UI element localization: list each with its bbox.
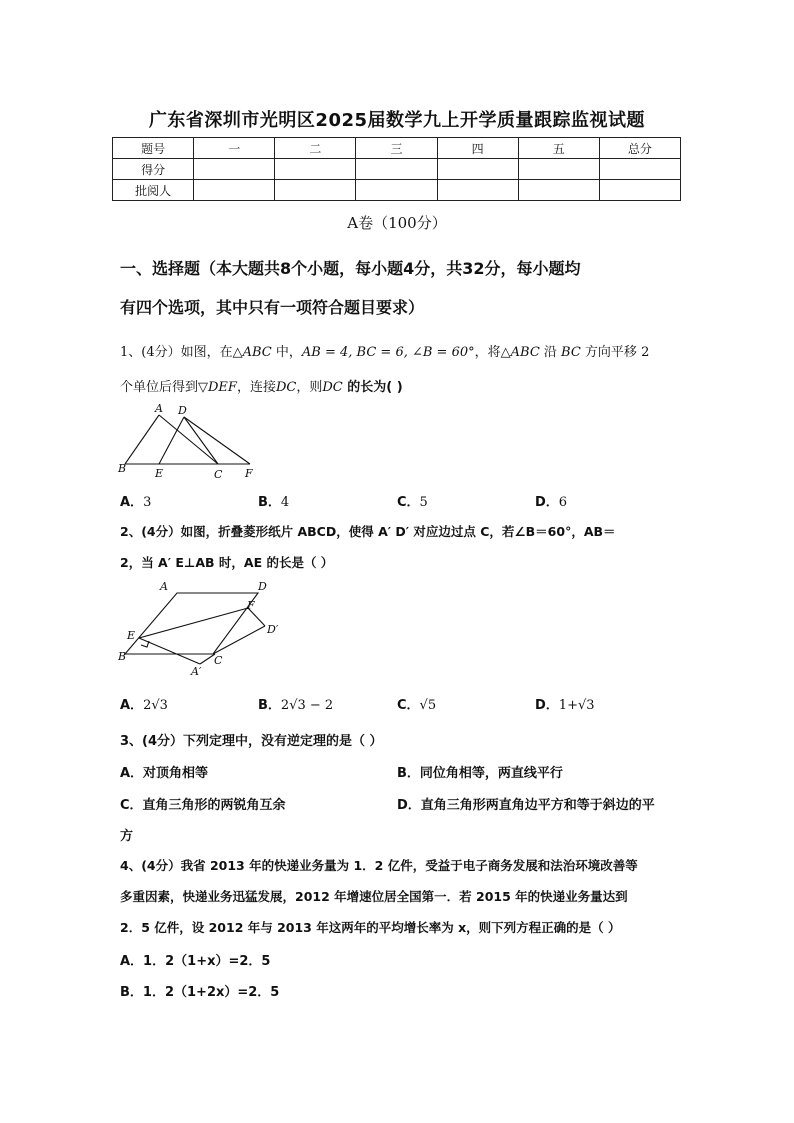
score-header-cell: 一 (194, 138, 275, 159)
q2-option-a-value: 2√3 (143, 698, 168, 713)
q1-label-d: D (178, 404, 187, 417)
q1-triangle: △ABC (232, 345, 272, 360)
score-table (112, 137, 681, 201)
q1-two: 2 (641, 345, 650, 360)
q2-label-a-prime: A′ (191, 665, 202, 678)
q1-line2-b: ，连接 (236, 380, 276, 395)
q1-label-b: B (118, 462, 127, 475)
q3-option-d[interactable]: D．直角三角形两直角边平方和等于斜边的平 (397, 798, 655, 813)
score-header-cell: 题号 (113, 138, 194, 159)
q3-option-c[interactable]: C．直角三角形的两锐角互余 (120, 798, 286, 813)
q1-mid3: 沿 (539, 345, 562, 360)
score-cell (437, 159, 518, 180)
q2-segment-a2c (200, 654, 215, 664)
q1-segment-df (184, 417, 250, 464)
q4-stem-line2: 多重因素，快递业务迅猛发展，2012 年增速位居全国第一．若 2015 年的快递业务量达到 (120, 889, 628, 904)
q2-option-d-letter: D． (535, 698, 559, 713)
q1-option-c-letter: C． (397, 495, 420, 510)
q2-label-d-prime: D′ (267, 623, 279, 636)
score-cell (275, 159, 356, 180)
q2-option-c-value: √5 (419, 698, 437, 713)
q2-option-c-letter: C． (397, 698, 420, 713)
q1-line2-a: 个单位后得到 (120, 380, 199, 395)
q1-mid1: 中， (271, 345, 302, 360)
q1-label-a: A (155, 402, 163, 415)
q3-stem: 3、(4分）下列定理中，没有逆定理的是（ ） (120, 734, 383, 749)
q1-stem-line1 (120, 341, 649, 360)
section-heading-line2: 有四个选项，其中只有一项符合题目要求） (120, 298, 425, 317)
q2-label-a: A (160, 580, 168, 593)
q1-def: ▽DEF (198, 380, 237, 395)
q2-stem-line2: 2，当 A′ E⊥AB 时，AE 的长是（ ） (120, 555, 334, 570)
score-cell (518, 159, 599, 180)
q2-label-d: D (258, 580, 267, 593)
q1-option-d-value: 6 (558, 495, 568, 510)
q1-option-b[interactable] (258, 491, 289, 510)
score-table-reviewer-row (113, 180, 681, 201)
reviewer-cell (518, 180, 599, 201)
q2-label-c: C (214, 654, 223, 667)
reviewer-cell (599, 180, 680, 201)
q1-label-e: E (155, 467, 164, 480)
score-header-cell: 三 (356, 138, 437, 159)
reviewer-cell (437, 180, 518, 201)
q1-option-a-letter: A． (120, 495, 144, 510)
q2-option-b-value: 2√3 − 2 (280, 698, 334, 713)
q1-mid4: 方向平移 (580, 345, 642, 360)
q2-label-b: B (118, 650, 127, 663)
q2-option-d-value: 1+√3 (558, 698, 595, 713)
reviewer-row-label: 批阅人 (113, 180, 194, 201)
section-heading-line1: 一、选择题（本大题共8个小题，每小题4分，共32分，每小题均 (120, 259, 581, 278)
reviewer-cell (356, 180, 437, 201)
score-cell (356, 159, 437, 180)
q3-option-b[interactable]: B．同位角相等，两直线平行 (397, 766, 563, 781)
q2-option-d[interactable] (535, 694, 595, 713)
score-header-cell: 五 (518, 138, 599, 159)
q2-figure (115, 576, 295, 680)
q1-line2-c: ，则 (296, 380, 323, 395)
q2-stem-line1: 2、(4分）如图，折叠菱形纸片 ABCD，使得 A′ D′ 对应边过点 C，若∠B＝60°，AB＝ (120, 524, 616, 539)
score-cell (194, 159, 275, 180)
q2-option-a-letter: A． (120, 698, 144, 713)
score-table-score-row (113, 159, 681, 180)
score-header-cell: 二 (275, 138, 356, 159)
q3-option-d-continued: 方 (120, 829, 134, 844)
score-header-cell: 四 (437, 138, 518, 159)
q4-option-b[interactable]: B．1．2（1+2x）=2．5 (120, 985, 280, 1000)
q2-option-c[interactable] (397, 694, 436, 713)
q1-label-f: F (245, 467, 253, 480)
q1-line2-d: 的长为( ) (342, 380, 403, 395)
q1-bc: BC (561, 345, 581, 360)
score-row-label: 得分 (113, 159, 194, 180)
q4-option-a[interactable]: A．1．2（1+x）=2．5 (120, 954, 271, 969)
score-header-cell: 总分 (599, 138, 680, 159)
q1-prefix: 1、(4分）如图，在 (120, 345, 233, 360)
q2-segment-cd2 (213, 626, 265, 654)
q1-segment-ed (159, 417, 184, 464)
score-table-header-row (113, 138, 681, 159)
q1-mid2: ，将 (474, 345, 501, 360)
q2-option-b[interactable] (258, 694, 333, 713)
reviewer-cell (194, 180, 275, 201)
q4-stem-line1: 4、(4分）我省 2013 年的快递业务量为 1．2 亿件，受益于电子商务发展和法治环境改善等 (120, 858, 638, 873)
q1-given: AB = 4, BC = 6, ∠B = 60° (301, 345, 475, 360)
q2-fold-line-ef (139, 608, 248, 638)
q1-option-a-value: 3 (143, 495, 152, 510)
q1-option-a[interactable] (120, 491, 151, 510)
score-cell (599, 159, 680, 180)
q1-option-c-value: 5 (419, 495, 428, 510)
q2-label-f: F (247, 599, 255, 612)
q2-label-e: E (127, 629, 136, 642)
volume-heading: A卷（100分） (347, 214, 447, 232)
q3-option-a[interactable]: A．对顶角相等 (120, 766, 209, 781)
q1-segment-ba (125, 415, 159, 464)
q1-option-d-letter: D． (535, 495, 559, 510)
q1-label-c: C (214, 468, 223, 481)
q1-dc2: DC (322, 380, 343, 395)
q1-stem-line2 (120, 376, 403, 395)
q2-option-a[interactable] (120, 694, 168, 713)
reviewer-cell (275, 180, 356, 201)
q1-option-d[interactable] (535, 491, 567, 510)
q1-figure (115, 402, 265, 482)
q1-option-c[interactable] (397, 491, 428, 510)
q1-dc: DC (275, 380, 297, 395)
q1-option-b-value: 4 (280, 495, 290, 510)
page-title: 广东省深圳市光明区2025届数学九上开学质量跟踪监视试题 (148, 110, 646, 131)
q1-option-b-letter: B． (258, 495, 281, 510)
q2-option-b-letter: B． (258, 698, 281, 713)
q4-stem-line3: 2．5 亿件，设 2012 年与 2013 年这两年的平均增长率为 x，则下列方程正确的是（ ） (120, 920, 621, 935)
q1-triangle2: △ABC (500, 345, 540, 360)
